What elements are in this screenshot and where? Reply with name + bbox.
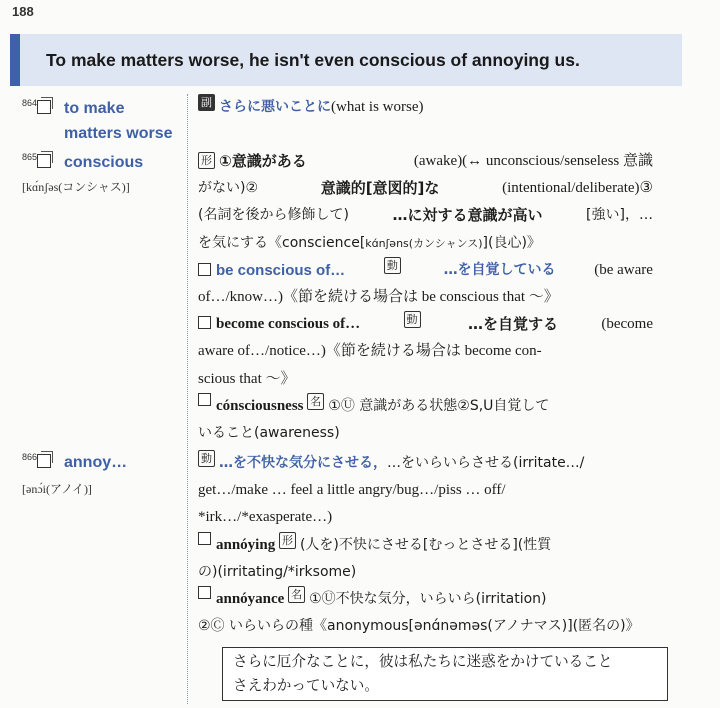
derivative-word: annóying	[216, 536, 276, 553]
derivative-meaning: の)(irritating/*irksome)	[198, 563, 357, 580]
phrase-english: (be aware	[594, 261, 653, 278]
derivative-meaning: ①Ⓤ不快な気分，いらいら(irritation)	[309, 590, 547, 607]
synonyms: *irk…/*exasperate…)	[198, 509, 333, 526]
entry-865-body	[198, 148, 653, 447]
headword: conscious	[64, 154, 144, 171]
pos-verb-icon: 動	[384, 257, 401, 274]
derivative-meaning: (人を)不快にさせる[むっとさせる](性質	[299, 536, 552, 553]
related-word: を気にする《conscience[	[198, 234, 366, 251]
pos-noun-icon: 名	[288, 586, 305, 603]
entry-number: 864	[22, 98, 38, 108]
sense-3: …に対する意識が高い	[392, 206, 543, 225]
phrase-meaning: …を自覚する	[467, 315, 558, 334]
sense-1: ①意識がある	[219, 152, 307, 170]
entry-number: 866	[22, 452, 38, 462]
derivative-checkbox-icon[interactable]	[198, 586, 211, 599]
headword-line-1: to make	[64, 100, 125, 117]
entry-number: 865	[22, 152, 38, 162]
derivative-meaning: ②Ⓒ いらいらの種《anonymous[ənɑ́nəməs(アノナマス)](匿名の)》	[198, 618, 640, 635]
sense-3-note: (名詞を後から修飾して)	[198, 207, 349, 224]
pos-adjective-icon: 形	[198, 152, 215, 169]
sense-1-english: (awake)(↔ unconscious/senseless 意識	[413, 153, 653, 169]
phrase-checkbox-icon[interactable]	[198, 316, 211, 329]
sense-2-english: (intentional/deliberate)③	[502, 180, 653, 197]
derivative-meaning: ①Ⓤ 意識がある状態②S,U自覚して	[328, 397, 550, 414]
phrase-english: (become	[601, 316, 653, 333]
translation-line-2: さえわかっていない。	[233, 677, 379, 694]
definition-english: (what is worse)	[331, 99, 424, 115]
sense-text: がない)②	[198, 180, 259, 197]
phrase-checkbox-icon[interactable]	[198, 263, 211, 276]
translation-box	[222, 647, 668, 701]
definition-extra: …をいらいらさせる(irritate…/	[387, 455, 585, 471]
derivative-word: cónsciousness	[216, 397, 304, 414]
checkbox-icon[interactable]	[37, 100, 51, 114]
definition: …を不快な気分にさせる，	[219, 455, 387, 471]
example-sentence: To make matters worse, he isn't even conscious of annoying us.	[46, 50, 580, 70]
synonyms: get…/make … feel a little angry/bug…/piss … off/	[198, 482, 506, 499]
pos-noun-icon: 名	[307, 393, 324, 410]
phrase: become conscious of…	[216, 316, 361, 333]
entry-866-body	[198, 450, 653, 640]
page-number: 188	[12, 4, 34, 19]
example-sentence-banner	[10, 34, 682, 86]
checkbox-icon[interactable]	[37, 154, 51, 168]
phrase-note: scious that 〜》	[198, 370, 296, 387]
headword	[64, 96, 173, 146]
pronunciation: [kɑ́nʃəs(コンシャス)]	[22, 180, 130, 194]
definition: さらに悪いことに	[219, 99, 331, 115]
derivative-checkbox-icon[interactable]	[198, 393, 211, 406]
derivative-meaning: いること(awareness)	[198, 424, 340, 441]
derivative-word: annóyance	[216, 590, 285, 607]
pos-adjective-icon: 形	[279, 532, 296, 549]
translation-line-1: さらに厄介なことに，彼は私たちに迷惑をかけていること	[233, 653, 613, 670]
sense-2: 意識的[意図的]な	[320, 179, 440, 198]
phrase-note: of…/know…)《節を続ける場合は be conscious that 〜》	[198, 288, 559, 305]
pronunciation: [ənɔ́i(アノイ)]	[22, 482, 92, 496]
sense-3-extra: [強い]，…	[586, 207, 653, 224]
column-divider	[187, 94, 188, 704]
pos-verb-icon: 動	[404, 311, 421, 328]
headword: annoy…	[64, 454, 128, 471]
headword-line-2: matters worse	[64, 125, 173, 142]
related-meaning: ](良心)》	[482, 234, 541, 251]
checkbox-icon[interactable]	[37, 454, 51, 468]
pos-verb-icon: 動	[198, 450, 215, 467]
derivative-checkbox-icon[interactable]	[198, 532, 211, 545]
pos-adverb-icon: 副	[198, 94, 215, 111]
entry-864-body	[198, 94, 653, 121]
phrase: be conscious of…	[216, 261, 346, 279]
phrase-meaning: …を自覚している	[443, 261, 556, 278]
phrase-note: aware of…/notice…)《節を続ける場合は become con-	[198, 343, 542, 360]
related-pron: kɑ́nʃəns(カンシャンス)	[365, 236, 483, 250]
